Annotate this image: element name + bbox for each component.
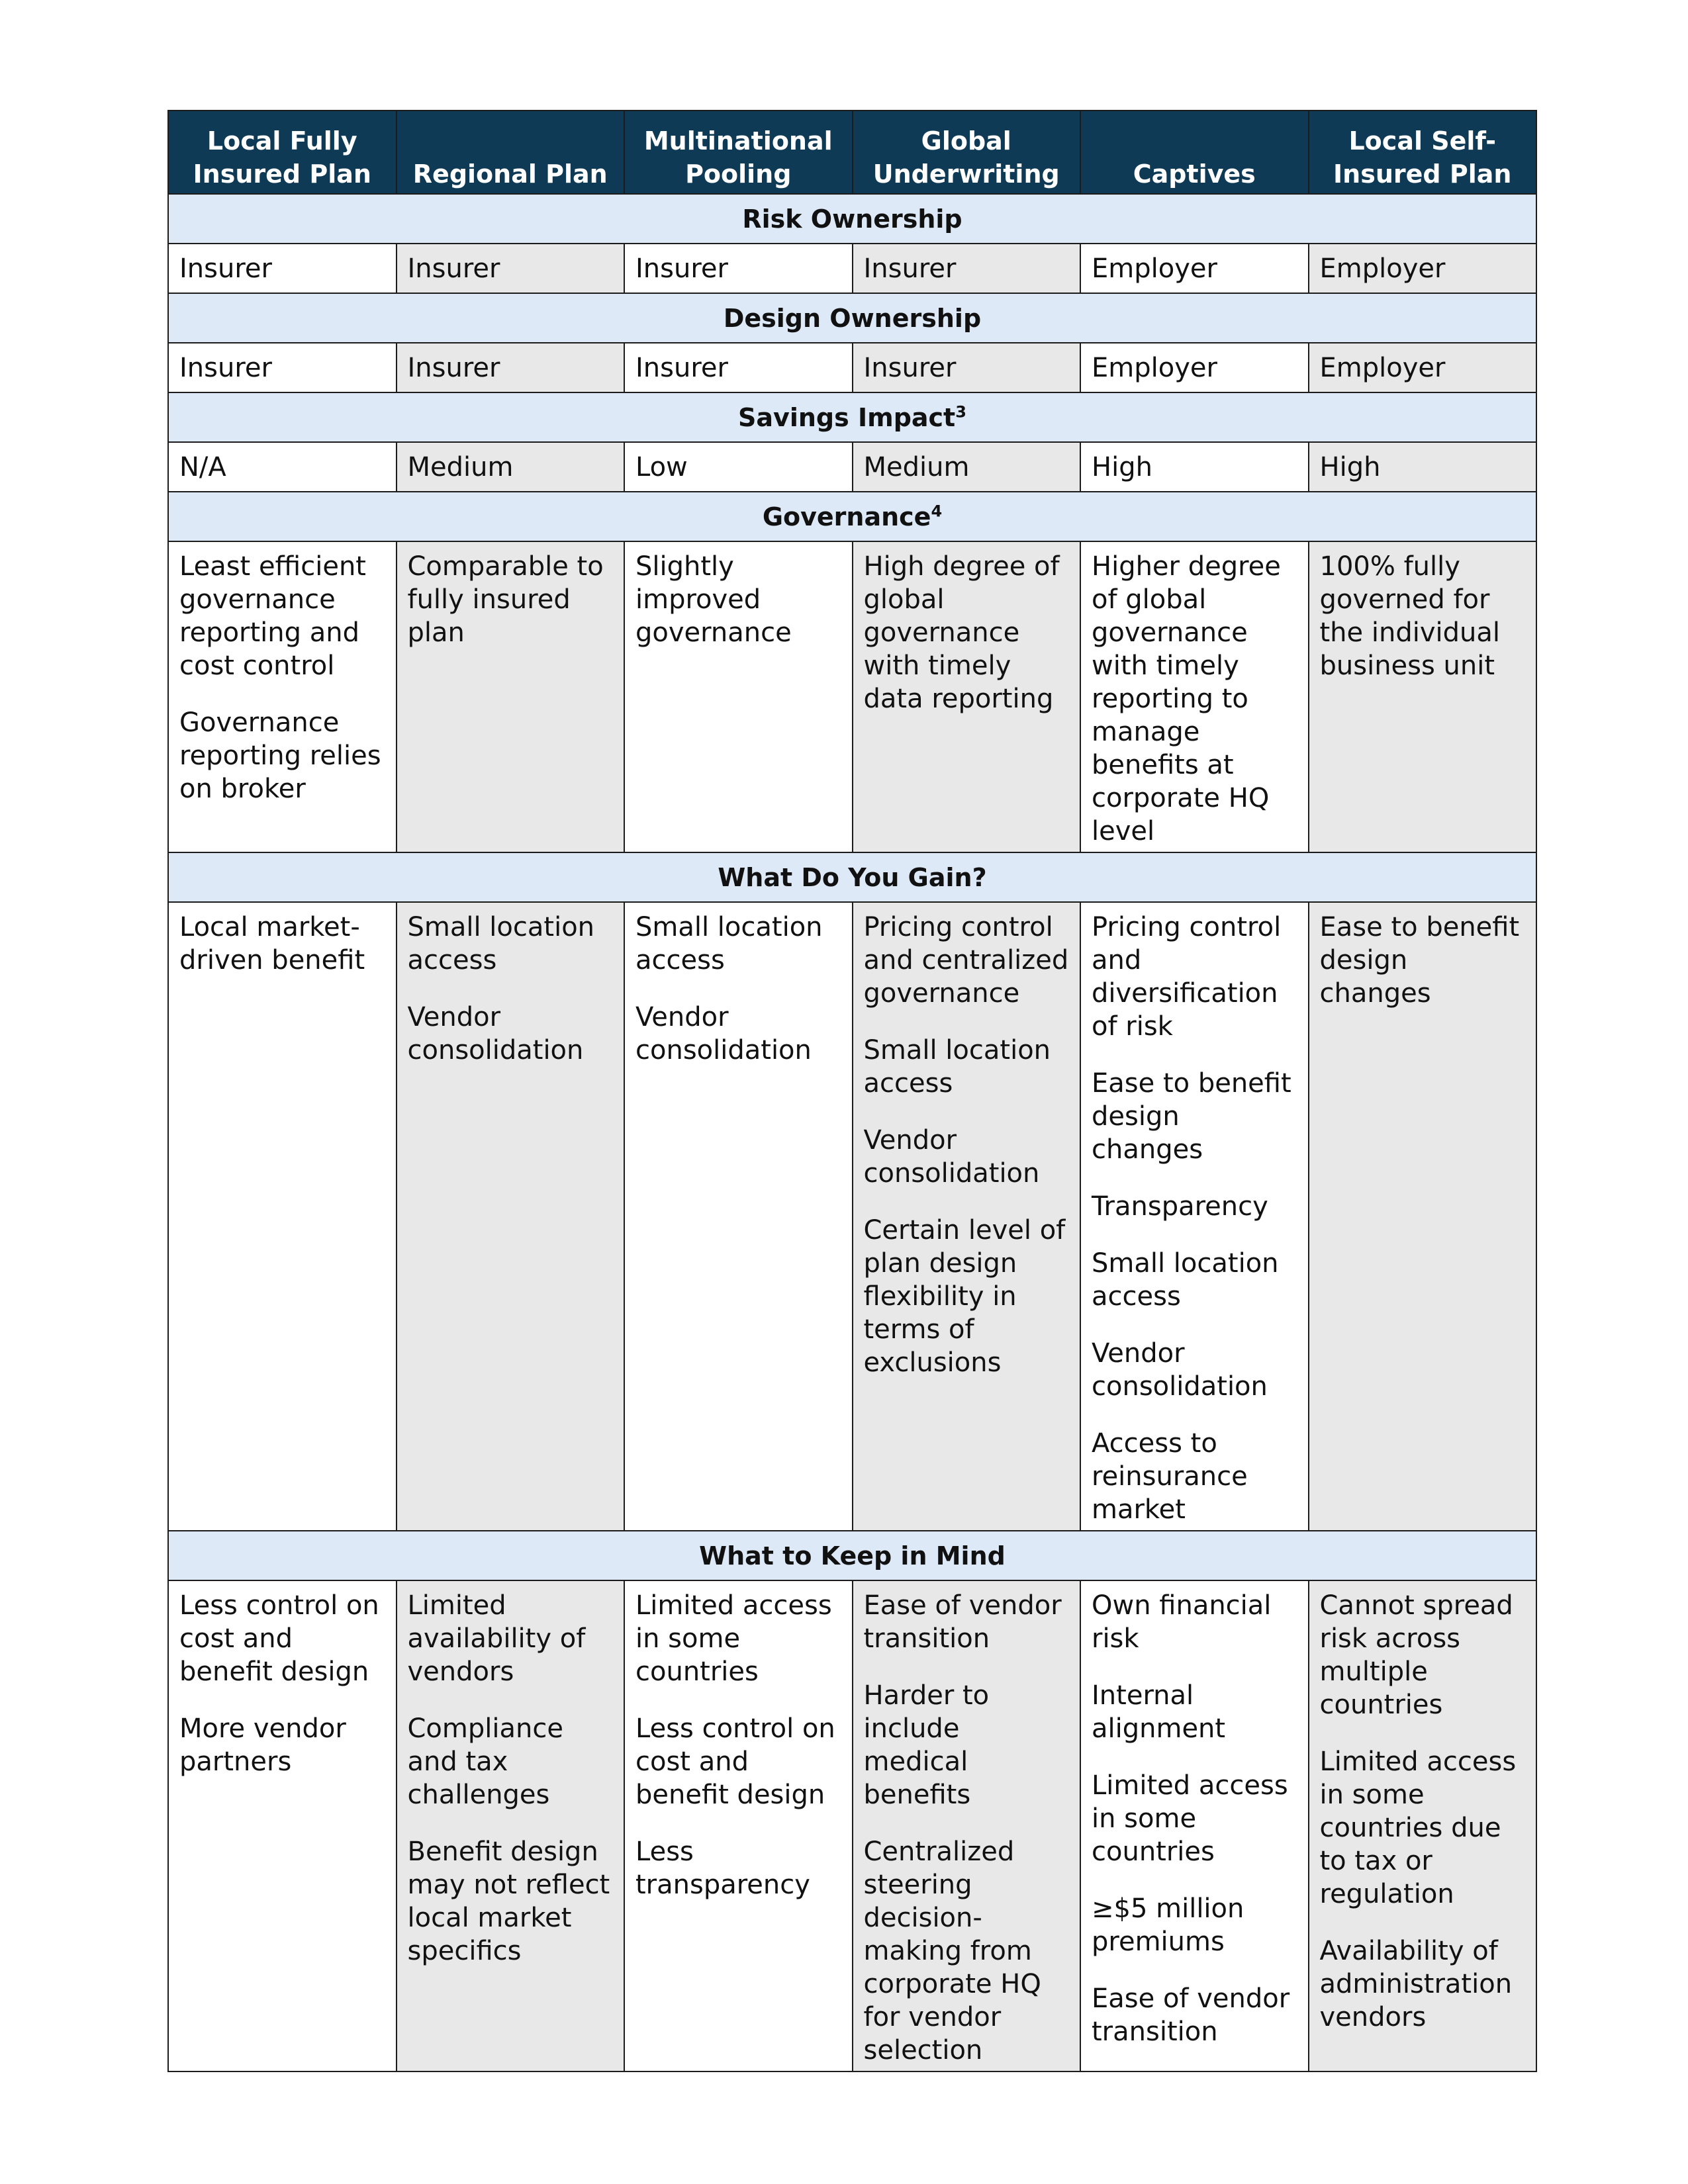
cell-text: Cannot spread risk across multiple countries (1319, 1590, 1513, 1720)
cell-text: Access to reinsurance market (1092, 1428, 1248, 1525)
data-row-what-do-you-gain (168, 902, 1536, 1531)
cell-multinational-pooling (624, 442, 853, 492)
cell-text: Limited access in some countries (635, 1590, 832, 1687)
cell-text: Compliance and tax challenges (407, 1713, 563, 1810)
cell-text: Insurer (863, 353, 957, 383)
cell-text: Ease to benefit design changes (1319, 912, 1520, 1009)
cell-multinational-pooling (624, 902, 853, 1531)
cell-text: Less control on cost and benefit design (179, 1590, 379, 1687)
section-title (168, 392, 1536, 442)
cell-multinational-pooling (624, 244, 853, 293)
section-title-text: What Do You Gain? (718, 862, 987, 892)
cell-local-fully-insured (168, 442, 397, 492)
data-row-design-ownership (168, 343, 1536, 392)
cell-local-self-insured (1309, 244, 1537, 293)
cell-text: Ease of vendor transition (863, 1590, 1062, 1654)
section-title (168, 293, 1536, 343)
data-row-risk-ownership (168, 244, 1536, 293)
cell-regional-plan (397, 541, 625, 852)
cell-text: Low (635, 452, 688, 482)
cell-regional-plan (397, 343, 625, 392)
cell-global-underwriting (853, 541, 1081, 852)
cell-text: Ease of vendor transition (1092, 1983, 1290, 2047)
cell-text: Insurer (407, 253, 500, 284)
cell-text: Own financial risk (1092, 1590, 1272, 1654)
cell-text: Vendor consolidation (1092, 1338, 1268, 1402)
section-row-what-to-keep-in-mind (168, 1531, 1536, 1580)
cell-text: Limited access in some countries (1092, 1770, 1288, 1867)
cell-text: Governance reporting relies on broker (179, 707, 381, 804)
cell-text: Insurer (635, 353, 728, 383)
cell-local-self-insured (1309, 1580, 1537, 2071)
section-row-design-ownership (168, 293, 1536, 343)
cell-text: Small location access (863, 1035, 1051, 1099)
cell-local-self-insured (1309, 442, 1537, 492)
cell-local-self-insured (1309, 902, 1537, 1531)
cell-text: Higher degree of global governance with timely reporting to manage benefits at corporate HQ level (1092, 551, 1281, 846)
cell-text: Small location access (635, 912, 823, 976)
cell-text: Employer (1092, 353, 1217, 383)
data-row-what-to-keep-in-mind (168, 1580, 1536, 2071)
cell-text: Medium (863, 452, 970, 482)
cell-text: Insurer (863, 253, 957, 284)
cell-text: Less control on cost and benefit design (635, 1713, 835, 1810)
section-title-text: Governance (762, 502, 931, 531)
header-global-underwriting: Global Underwriting (853, 111, 1081, 194)
cell-multinational-pooling (624, 1580, 853, 2071)
cell-text: Less transparency (635, 1837, 810, 1900)
cell-regional-plan (397, 902, 625, 1531)
cell-text: Least efficient governance reporting and cost control (179, 551, 366, 681)
cell-text: More vendor partners (179, 1713, 346, 1777)
cell-local-fully-insured (168, 343, 397, 392)
cell-text: Pricing control and centralized governance (863, 912, 1069, 1009)
section-title (168, 1531, 1536, 1580)
footnote-marker: 3 (955, 402, 966, 421)
cell-text: Slightly improved governance (635, 551, 792, 648)
cell-global-underwriting (853, 442, 1081, 492)
cell-global-underwriting (853, 343, 1081, 392)
cell-local-fully-insured (168, 902, 397, 1531)
footnote-marker: 4 (931, 501, 943, 520)
cell-text: Certain level of plan design flexibility in terms of exclusions (863, 1215, 1066, 1378)
cell-text: Availability of administration vendors (1319, 1936, 1513, 2032)
cell-text: Employer (1319, 353, 1446, 383)
cell-captives (1080, 442, 1309, 492)
cell-text: Centralized steering decision-making from corporate HQ for vendor selection (863, 1837, 1041, 2066)
cell-captives (1080, 244, 1309, 293)
comparison-table (167, 110, 1537, 2072)
header-row (168, 111, 1536, 194)
header-local-self-insured: Local Self- Insured Plan (1309, 111, 1537, 194)
cell-text: Benefit design may not reflect local market specifics (407, 1837, 610, 1966)
cell-text: ≥$5 million premiums (1092, 1893, 1244, 1957)
header-captives: Captives (1080, 111, 1309, 194)
section-title-text: What to Keep in Mind (699, 1541, 1006, 1570)
section-row-risk-ownership (168, 194, 1536, 244)
cell-text: Insurer (407, 353, 500, 383)
cell-text: Limited availability of vendors (407, 1590, 586, 1687)
section-title (168, 492, 1536, 541)
cell-text: Employer (1319, 253, 1446, 284)
cell-text: Ease to benefit design changes (1092, 1068, 1291, 1165)
cell-text: Vendor consolidation (635, 1002, 812, 1066)
cell-text: High degree of global governance with timely data reporting (863, 551, 1060, 714)
cell-regional-plan (397, 244, 625, 293)
cell-text: Medium (407, 452, 514, 482)
cell-global-underwriting (853, 1580, 1081, 2071)
cell-regional-plan (397, 1580, 625, 2071)
data-row-savings-impact (168, 442, 1536, 492)
cell-multinational-pooling (624, 343, 853, 392)
cell-captives (1080, 902, 1309, 1531)
section-title-text: Risk Ownership (742, 204, 962, 234)
cell-text: Vendor consolidation (863, 1125, 1040, 1189)
cell-text: Comparable to fully insured plan (407, 551, 604, 648)
cell-global-underwriting (853, 244, 1081, 293)
section-row-governance (168, 492, 1536, 541)
cell-text: Pricing control and diversification of risk (1092, 912, 1282, 1042)
section-row-what-do-you-gain (168, 852, 1536, 902)
cell-text: Internal alignment (1092, 1680, 1226, 1744)
cell-local-self-insured (1309, 541, 1537, 852)
section-row-savings-impact (168, 392, 1536, 442)
header-local-fully-insured: Local Fully Insured Plan (168, 111, 397, 194)
section-title (168, 852, 1536, 902)
header-multinational-pooling: Multinational Pooling (624, 111, 853, 194)
cell-text: Limited access in some countries due to tax or regulation (1319, 1747, 1517, 1909)
data-row-governance (168, 541, 1536, 852)
cell-captives (1080, 541, 1309, 852)
cell-local-self-insured (1309, 343, 1537, 392)
cell-text: Insurer (179, 253, 272, 284)
cell-local-fully-insured (168, 541, 397, 852)
cell-local-fully-insured (168, 1580, 397, 2071)
cell-text: Vendor consolidation (407, 1002, 584, 1066)
cell-text: High (1092, 452, 1152, 482)
cell-text: Transparency (1092, 1191, 1268, 1222)
cell-regional-plan (397, 442, 625, 492)
cell-multinational-pooling (624, 541, 853, 852)
section-title-text: Design Ownership (723, 303, 982, 333)
cell-text: High (1319, 452, 1381, 482)
cell-text: N/A (179, 452, 226, 482)
cell-captives (1080, 1580, 1309, 2071)
cell-text: 100% fully governed for the individual business unit (1319, 551, 1500, 681)
cell-text: Employer (1092, 253, 1217, 284)
section-title-text: Savings Impact (738, 402, 956, 432)
cell-local-fully-insured (168, 244, 397, 293)
cell-text: Harder to include medical benefits (863, 1680, 990, 1810)
cell-captives (1080, 343, 1309, 392)
section-title (168, 194, 1536, 244)
cell-text: Small location access (1092, 1248, 1279, 1312)
header-regional-plan: Regional Plan (397, 111, 625, 194)
cell-global-underwriting (853, 902, 1081, 1531)
cell-text: Insurer (635, 253, 728, 284)
cell-text: Local market-driven benefit (179, 912, 365, 976)
cell-text: Small location access (407, 912, 595, 976)
cell-text: Insurer (179, 353, 272, 383)
